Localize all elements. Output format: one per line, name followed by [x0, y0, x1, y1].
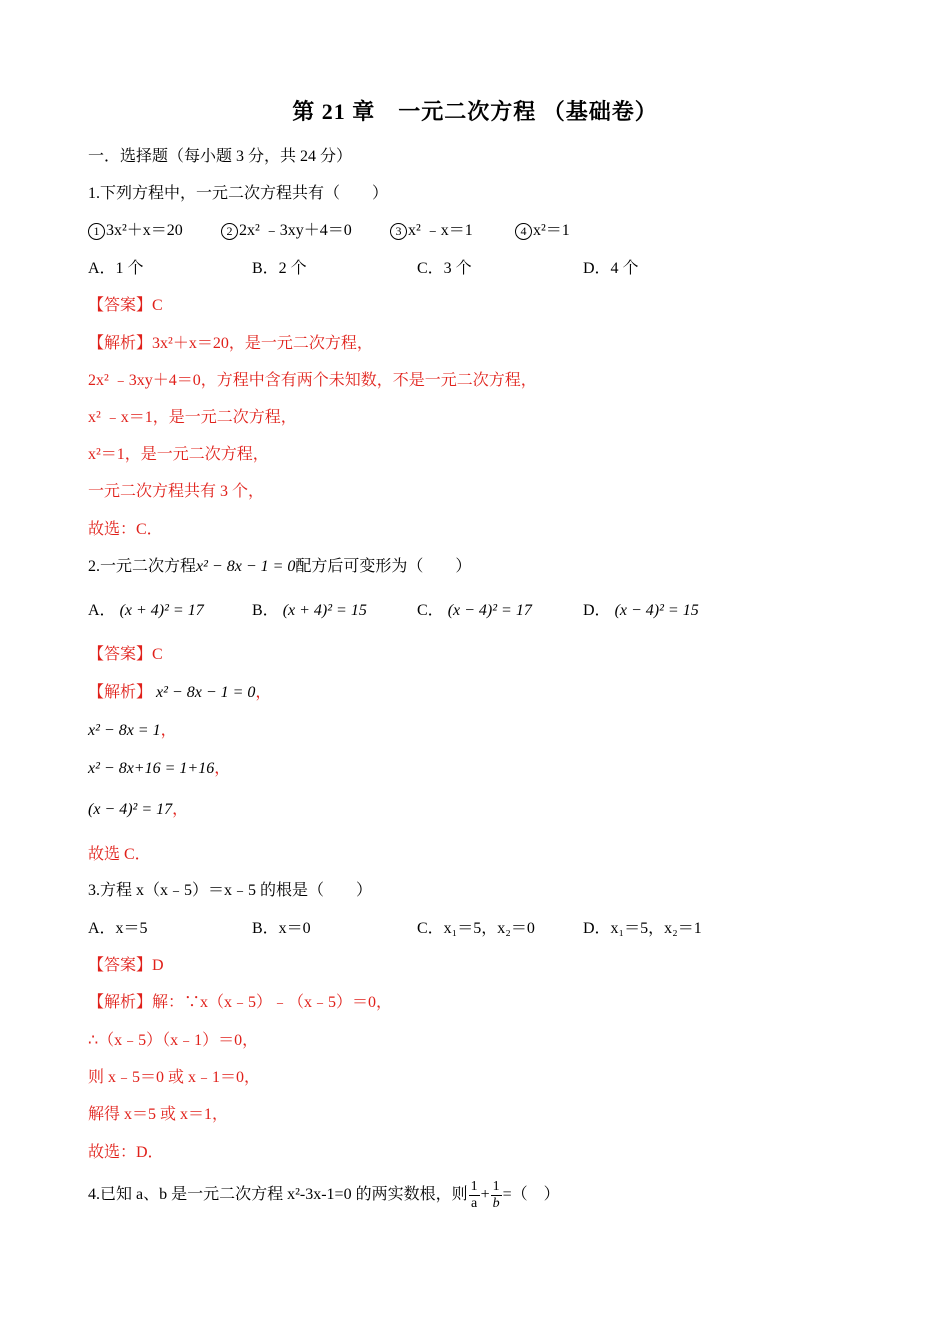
fraction-denominator: b [492, 1195, 500, 1211]
q3-answer: 【答案】D [88, 957, 164, 974]
q2-analysis-line-1 [88, 683, 271, 703]
q1-analysis-line-6: 故选：C． [88, 521, 163, 538]
option-equation: (x − 4)² = 15 [614, 602, 699, 619]
analysis-text: 解：∵x（x﹣5）﹣（x﹣5）＝0， [152, 994, 393, 1011]
analysis-text: ， [255, 684, 272, 701]
fraction-1-over-a [469, 1179, 480, 1212]
q3-option-a: A．x＝5 [88, 920, 148, 937]
q1-analysis-line-1 [88, 334, 373, 354]
stem-text: 2.一元二次方程 [88, 558, 197, 575]
q2-answer: 【答案】C [88, 646, 163, 663]
q1-analysis-line-5: 一元二次方程共有 3 个， [88, 483, 265, 500]
q1-equation-1 [88, 221, 183, 241]
q2-analysis-line-4 [88, 800, 188, 820]
analysis-text: ， [160, 722, 177, 739]
analysis-equation: x² − 8x+16 = 1+16 [88, 760, 215, 777]
q1-equation-4 [515, 221, 570, 241]
q1-option-b: B．2 个 [252, 260, 307, 277]
q2-option-b [252, 601, 367, 621]
analysis-label: 【解析】 [88, 684, 153, 701]
q1-answer: 【答案】C [88, 297, 163, 314]
analysis-equation: x² − 8x = 1 [88, 722, 161, 739]
stem-equation: x² − 8x − 1 = 0 [196, 558, 296, 575]
option-letter: C． [417, 602, 444, 619]
q2-analysis-line-2 [88, 721, 177, 741]
stem-text: 配方后可变形为（ ） [295, 558, 472, 575]
equation-text: x² ﹣x＝1 [408, 222, 473, 239]
q1-equation-3 [390, 221, 473, 241]
q3-option-d: D．x₁＝5，x₂＝1 [583, 920, 702, 937]
q1-option-d: D．4 个 [583, 260, 639, 277]
circled-number: 2 [221, 223, 238, 240]
equation-text: 2x² ﹣3xy＋4＝0 [239, 222, 352, 239]
q1-analysis-line-3: x² ﹣x＝1，是一元二次方程， [88, 409, 297, 426]
stem-text: 4.已知 a、b 是一元二次方程 x²-3x-1=0 的两实数根，则 [88, 1186, 468, 1203]
q1-analysis-line-2: 2x² ﹣3xy＋4＝0，方程中含有两个未知数，不是一元二次方程， [88, 372, 537, 389]
option-equation: (x + 4)² = 17 [119, 602, 204, 619]
q2-analysis-line-3 [88, 759, 230, 779]
q2-option-a [88, 601, 204, 621]
circled-number: 4 [515, 223, 532, 240]
q3-option-c: C．x₁＝5，x₂＝0 [417, 920, 535, 937]
q3-analysis-line-3: 则 x﹣5＝0 或 x﹣1＝0， [88, 1069, 261, 1086]
circled-number: 1 [88, 223, 105, 240]
q3-stem: 3.方程 x（x﹣5）＝x﹣5 的根是（ ） [88, 882, 373, 899]
q1-equation-2 [221, 221, 352, 241]
option-letter: A． [88, 602, 116, 619]
q3-analysis-line-1 [88, 993, 392, 1013]
analysis-text: ， [214, 760, 231, 777]
analysis-label: 【解析】 [88, 335, 153, 352]
q3-option-b: B．x＝0 [252, 920, 311, 937]
circled-number: 3 [390, 223, 407, 240]
analysis-text: 3x²＋x＝20，是一元二次方程， [152, 335, 373, 352]
q2-stem [88, 557, 471, 577]
option-letter: D． [583, 602, 611, 619]
option-equation: (x + 4)² = 15 [282, 602, 367, 619]
section-heading: 一．选择题（每小题 3 分，共 24 分） [88, 148, 353, 165]
stem-text: =（ ） [502, 1186, 560, 1203]
equation-text: 3x²＋x＝20 [106, 222, 183, 239]
analysis-equation: (x − 4)² = 17 [88, 801, 173, 818]
page-title: 第 21 章 一元二次方程 （基础卷） [292, 99, 658, 124]
option-letter: B． [252, 602, 279, 619]
q2-option-c [417, 601, 532, 621]
analysis-equation: x² − 8x − 1 = 0 [156, 684, 256, 701]
option-equation: (x − 4)² = 17 [447, 602, 532, 619]
fraction-numerator: 1 [492, 1178, 500, 1194]
q4-stem [88, 1178, 560, 1212]
analysis-text: ， [172, 801, 189, 818]
q1-stem: 1.下列方程中，一元二次方程共有（ ） [88, 185, 389, 202]
plus-sign: + [480, 1186, 490, 1203]
q2-option-d [583, 601, 699, 621]
q1-analysis-line-4: x²＝1，是一元二次方程， [88, 446, 269, 463]
q3-analysis-line-5: 故选：D． [88, 1144, 164, 1161]
equation-text: x²＝1 [533, 222, 570, 239]
analysis-label: 【解析】 [88, 994, 153, 1011]
q1-option-a: A．1 个 [88, 260, 144, 277]
fraction-1-over-b [491, 1179, 502, 1212]
q3-analysis-line-4: 解得 x＝5 或 x＝1， [88, 1106, 229, 1123]
q1-option-c: C．3 个 [417, 260, 472, 277]
fraction-numerator: 1 [470, 1178, 478, 1194]
fraction-denominator: a [470, 1195, 478, 1211]
q2-conclusion: 故选 C． [88, 846, 151, 863]
q3-analysis-line-2: ∴（x﹣5）（x﹣1）＝0， [88, 1032, 259, 1049]
